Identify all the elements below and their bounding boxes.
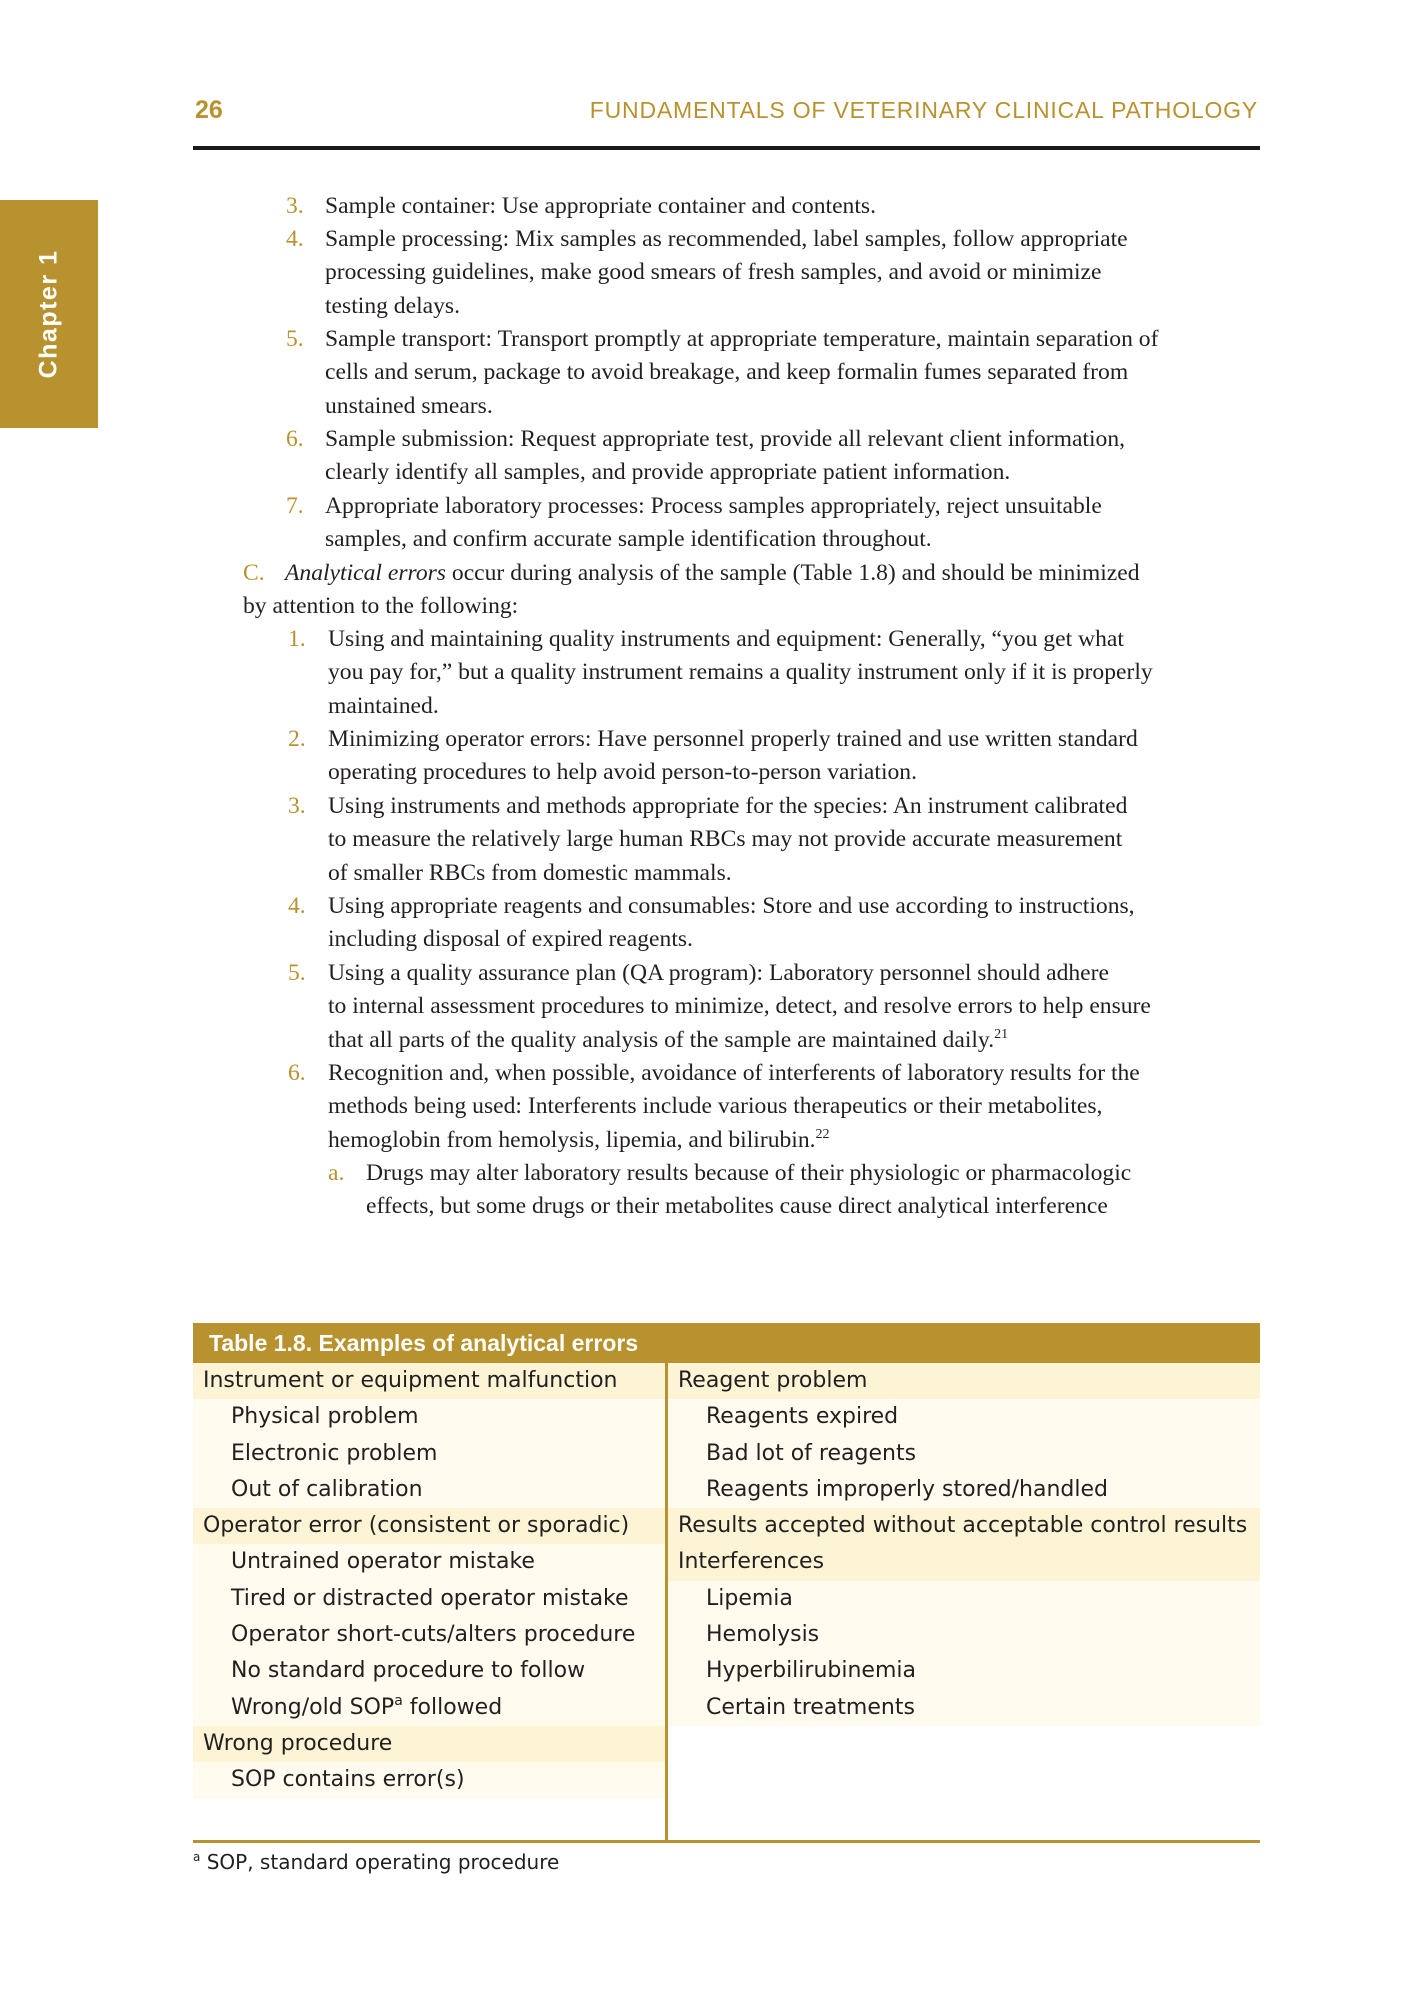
table-right-column <box>668 1363 1260 1726</box>
italic-term: Analytical errors <box>285 560 446 586</box>
table-left-column <box>193 1363 665 1799</box>
table-row: Tired or distracted operator mistake <box>193 1581 665 1617</box>
list-item-line: clearly identify all samples, and provide appropriate patient information. <box>325 459 1011 486</box>
table-row: Out of calibration <box>193 1472 665 1508</box>
table-row: Hyperbilirubinemia <box>668 1653 1260 1689</box>
list-marker: 6. <box>286 426 304 452</box>
sub-list-item <box>328 1157 1131 1224</box>
table-cell-text: followed <box>402 1694 503 1720</box>
list-item-line: Using instruments and methods appropriate for the species: An instrument calibrated <box>328 793 1128 819</box>
sub-list-item-line: effects, but some drugs or their metabolites cause direct analytical interference <box>366 1193 1108 1220</box>
list-item-line: Appropriate laboratory processes: Process samples appropriately, reject unsuitable <box>325 493 1102 519</box>
table-row: Electronic problem <box>193 1436 665 1472</box>
list-item-line: testing delays. <box>325 292 460 319</box>
table-row: Untrained operator mistake <box>193 1544 665 1580</box>
table-row: Interferences <box>668 1544 1260 1580</box>
list-item <box>286 490 1102 557</box>
section-marker: C. <box>243 560 265 586</box>
section-c-line2-text: by attention to the following: <box>243 593 519 619</box>
list-item-line: cells and serum, package to avoid breakage, and keep formalin fumes separated from <box>325 359 1129 386</box>
running-head: FUNDAMENTALS OF VETERINARY CLINICAL PATHOLOGY <box>589 97 1258 123</box>
list-item-line: to measure the relatively large human RBCs may not provide accurate measurement <box>328 826 1123 853</box>
list-item-line: Sample transport: Transport promptly at appropriate temperature, maintain separation of <box>325 326 1159 352</box>
list-marker: 5. <box>286 326 304 352</box>
table-title: Table 1.8. Examples of analytical errors <box>193 1323 1260 1363</box>
list-item <box>286 323 1158 423</box>
list-marker: 4. <box>288 893 306 919</box>
list-item <box>288 790 1127 890</box>
list-item-line-text: hemoglobin from hemolysis, lipemia, and bilirubin. <box>328 1126 816 1153</box>
list-item-line: Sample submission: Request appropriate test, provide all relevant client information, <box>325 426 1126 452</box>
list-marker: 5. <box>288 960 306 986</box>
table-row: No standard procedure to follow <box>193 1653 665 1689</box>
table-row: Instrument or equipment malfunction <box>193 1363 665 1399</box>
reference-number: 21 <box>994 1026 1009 1042</box>
table-row: Results accepted without acceptable control results <box>668 1508 1260 1544</box>
table-row: SOP contains error(s) <box>193 1762 665 1798</box>
footnote-marker: a <box>193 1850 201 1864</box>
sub-list-item-line: Drugs may alter laboratory results because of their physiologic or pharmacologic <box>366 1160 1132 1186</box>
footnote-marker: a <box>394 1692 403 1709</box>
table-row: Reagents improperly stored/handled <box>668 1472 1260 1508</box>
list-item-line: maintained. <box>328 692 439 719</box>
chapter-tab-label: Chapter 1 <box>34 249 63 379</box>
list-item <box>288 890 1135 957</box>
table-row: Wrong procedure <box>193 1726 665 1762</box>
list-item-line: unstained smears. <box>325 392 493 419</box>
table-row: Hemolysis <box>668 1617 1260 1653</box>
list-item-line: Using and maintaining quality instruments and equipment: Generally, “you get what <box>328 626 1124 652</box>
footnote-text: SOP, standard operating procedure <box>200 1850 560 1874</box>
table-1-8 <box>193 1323 1260 1874</box>
table-row: Physical problem <box>193 1399 665 1435</box>
sub-list-marker: a. <box>328 1160 345 1186</box>
list-item-line: Using a quality assurance plan (QA program): Laboratory personnel should adhere <box>328 960 1109 986</box>
list-item-line: Minimizing operator errors: Have personnel properly trained and use written standard <box>328 726 1138 752</box>
table-row: Bad lot of reagents <box>668 1436 1260 1472</box>
list-item <box>288 723 1138 790</box>
list-item-line: operating procedures to help avoid person-to-person variation. <box>328 759 918 786</box>
page-number: 26 <box>195 96 223 124</box>
list-item <box>288 623 1153 723</box>
list-item-line: methods being used: Interferents include various therapeutics or their metabolites, <box>328 1093 1103 1120</box>
list-marker: 1. <box>288 626 306 652</box>
list-marker: 6. <box>288 1060 306 1086</box>
page-header <box>193 94 1260 150</box>
list-item <box>286 423 1125 490</box>
table-row: Certain treatments <box>668 1690 1260 1726</box>
list-item-line: Sample container: Use appropriate container and contents. <box>325 193 876 219</box>
list-item-line: Sample processing: Mix samples as recommended, label samples, follow appropriate <box>325 226 1128 252</box>
list-item-line <box>328 1024 1151 1057</box>
list-item-line: you pay for,” but a quality instrument remains a quality instrument only if it is properly <box>328 659 1153 686</box>
list-marker: 4. <box>286 226 304 252</box>
table-row: Operator error (consistent or sporadic) <box>193 1508 665 1544</box>
chapter-tab <box>0 200 98 428</box>
list-marker: 7. <box>286 493 304 519</box>
list-marker: 3. <box>288 793 306 819</box>
list-marker: 2. <box>288 726 306 752</box>
list-marker: 3. <box>286 193 304 219</box>
section-c-line1-rest: occur during analysis of the sample (Table 1.8) and should be minimized <box>446 560 1140 586</box>
list-item-line: samples, and confirm accurate sample identification throughout. <box>325 526 932 553</box>
list-item-line: Using appropriate reagents and consumables: Store and use according to instructions, <box>328 893 1135 919</box>
table-row: Reagent problem <box>668 1363 1260 1399</box>
list-item-line: processing guidelines, make good smears of fresh samples, and avoid or minimize <box>325 259 1102 286</box>
table-body <box>193 1363 1260 1843</box>
list-item <box>288 957 1151 1057</box>
list-item-line <box>328 1124 1140 1157</box>
table-cell-text: Wrong/old SOP <box>231 1694 395 1720</box>
list-item-line: to internal assessment procedures to minimize, detect, and resolve errors to help ensure <box>328 993 1151 1020</box>
list-item-line: including disposal of expired reagents. <box>328 926 693 953</box>
table-row: Operator short-cuts/alters procedure <box>193 1617 665 1653</box>
table-row: Reagents expired <box>668 1399 1260 1435</box>
table-row <box>193 1690 665 1726</box>
section-c <box>243 557 1140 590</box>
table-footnote <box>193 1850 1260 1874</box>
reference-number: 22 <box>815 1126 830 1142</box>
section-c-line1 <box>285 557 1140 590</box>
table-row: Lipemia <box>668 1581 1260 1617</box>
list-item-line-text: that all parts of the quality analysis of the sample are maintained daily. <box>328 1026 995 1053</box>
list-item <box>286 223 1128 323</box>
list-item <box>288 1057 1140 1157</box>
list-item <box>286 190 876 223</box>
list-item-line: Recognition and, when possible, avoidance of interferents of laboratory results for the <box>328 1060 1140 1086</box>
list-item-line: of smaller RBCs from domestic mammals. <box>328 859 732 886</box>
section-c-continuation <box>243 590 518 623</box>
